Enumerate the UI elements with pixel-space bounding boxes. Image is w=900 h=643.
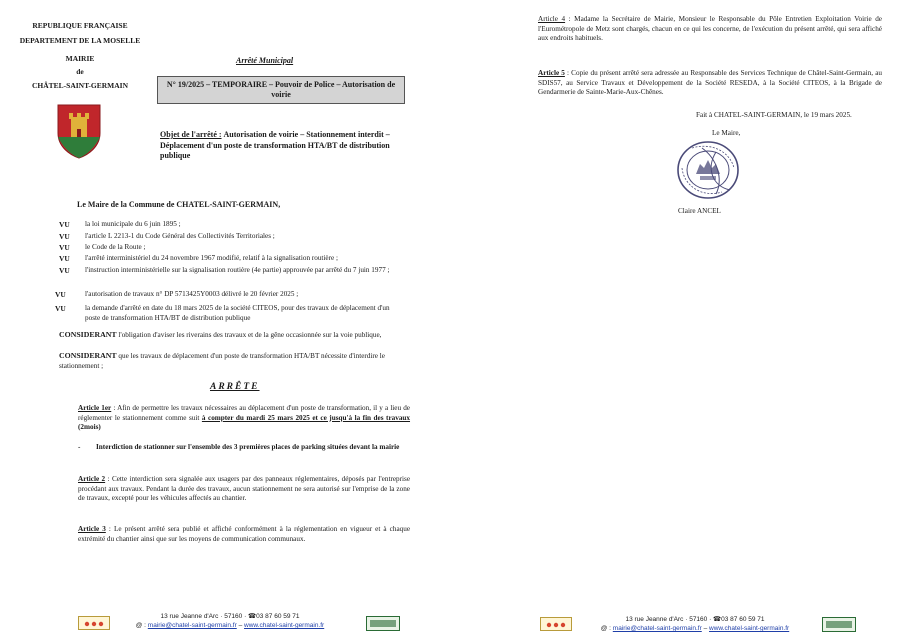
vu-label: VU (59, 254, 70, 263)
considerant-1-text: l'obligation d'aviser les riverains des travaux et de la gêne occasionnée sur la voie publique, (118, 331, 382, 339)
vu-text: l'article L 2213-1 du Code Général des Collectivités Territoriales ; (85, 232, 275, 240)
coat-of-arms-icon (56, 103, 102, 159)
considerant-2-text: que les travaux de déplacement d'un poste de transformation HTA/BT nécessite d'interdire le stationnement ; (59, 352, 385, 370)
vu-text: la loi municipale du 6 juin 1895 ; (85, 220, 181, 228)
mairie-text: MAIRIE (65, 54, 95, 63)
footer-email-link[interactable]: mairie@chatel-saint-germain.fr (612, 625, 702, 632)
le-maire: Le Maire, (712, 129, 741, 137)
article-2-text: : Cette interdiction sera signalée aux usagers par des panneaux réglementaires, déposés par l'entreprise procédant aux travaux. Pendant la durée des travaux, aucun stationnement ne sera autorisé sur l'emprise de la zone de travaux, excepté pour les véhicules affectés au chantier. (78, 475, 411, 502)
right-footer (585, 615, 805, 633)
signatory-name: Claire ANCEL (678, 207, 721, 215)
considerant-1 (59, 330, 409, 341)
footer-contact (120, 621, 340, 630)
objet-text: Autorisation de voirie – Stationnement interdit – Déplacement d'un poste de transformation HTA/BT de distribution publique (160, 130, 390, 160)
footer-contact (585, 624, 805, 633)
bullet-text: Interdiction de stationner sur l'ensemble des 3 premières places de parking situées devant la mairie (96, 443, 400, 451)
footer-sep: – (238, 622, 243, 629)
vu-text: la demande d'arrêté en date du 18 mars 2025 de la société CITEOS, pour des travaux de déplacement d'un poste de transformation HTA/BT de distribution publique (85, 304, 390, 322)
article-5-label: Article 5 (538, 69, 565, 77)
footer-email-link[interactable]: mairie@chatel-saint-germain.fr (147, 622, 237, 629)
vu-text: le Code de la Route ; (85, 243, 146, 251)
article-1-duration: (2mois) (78, 423, 101, 431)
article-1-dates: à compter du mardi 25 mars 2025 et ce jusqu'à la fin des travaux (201, 413, 411, 422)
footer-site-link[interactable]: www.chatel-saint-germain.fr (244, 622, 325, 629)
objet-block (160, 130, 410, 162)
article-4-label: Article 4 (538, 15, 566, 23)
ville-fleurie-logo-icon (78, 616, 110, 630)
vu-label: VU (55, 304, 66, 313)
article-5 (538, 69, 882, 98)
article-2 (78, 475, 410, 504)
ville-fleurie-logo-icon (540, 617, 572, 631)
arrete-title: ARRÊTE (210, 382, 260, 392)
article-1 (78, 404, 410, 433)
vu-label: VU (59, 266, 70, 275)
arrete-heading: Arrêté Municipal (236, 56, 294, 65)
footer-at: @ : (600, 625, 611, 632)
commune-header (15, 21, 145, 91)
considerant-1-label: CONSIDERANT (59, 330, 117, 339)
territoire-logo-icon (366, 616, 400, 631)
footer-address: 13 rue Jeanne d'Arc · 57160 · ☎03 87 60 59 71 (625, 616, 765, 623)
article-3-text: : Le présent arrêté sera publié et affiché conformément à la réglementation en vigueur et à chaque extrémité du chantier ainsi que sur les moyens de communication communaux. (78, 525, 411, 543)
objet-label: Objet de l'arrêté : (160, 130, 222, 139)
footer-address: 13 rue Jeanne d'Arc · 57160 · ☎03 87 60 59 71 (160, 613, 300, 620)
vu-text: l'autorisation de travaux n° DP 5713425Y0003 délivré le 20 février 2025 ; (85, 290, 299, 298)
article-1-label: Article 1er (78, 404, 112, 412)
arrete-number-box (157, 76, 405, 104)
republic-text: REPUBLIQUE FRANÇAISE (32, 21, 128, 30)
bullet-dash: - (78, 443, 81, 451)
footer-at: @ : (135, 622, 146, 629)
territoire-logo-icon (822, 617, 856, 632)
article-4 (538, 15, 882, 44)
vu-label: VU (59, 220, 70, 229)
commune-name: CHÂTEL-SAINT-GERMAIN (32, 81, 128, 90)
left-footer (120, 612, 340, 630)
maire-intro: Le Maire de la Commune de CHATEL-SAINT-GERMAIN, (77, 200, 281, 209)
footer-site-link[interactable]: www.chatel-saint-germain.fr (709, 625, 790, 632)
article-5-text: : Copie du présent arrêté sera adressée au Responsable des Services Technique de Châtel-Saint-Germain, au SDIS57, au Service Travaux et Développement de la Société RESEDA, à la Société CITEOS, à la Brigade de Gendarmerie de Sainte-Marie-Aux-Chênes. (538, 69, 882, 96)
considerant-2 (59, 351, 409, 371)
article-3 (78, 525, 410, 544)
article-4-text: : Madame la Secrétaire de Mairie, Monsieur le Responsable du Pôle Entretien Exploitation Voirie de l'Eurométropole de Metz sont chargés, chacun en ce qui les concerne, de l'exécution du présent arrêté, qui sera affiché aux endroits habituels. (538, 15, 882, 42)
article-3-label: Article 3 (78, 525, 106, 533)
de-text: de (76, 67, 84, 76)
considerant-2-label: CONSIDERANT (59, 351, 117, 360)
vu-label: VU (55, 290, 66, 299)
vu-text: l'instruction interministérielle sur la signalisation routière (4e partie) approuvée par arrêté du 7 juin 1977 ; (85, 266, 390, 274)
right-page (450, 0, 900, 643)
vu-label: VU (59, 243, 70, 252)
mairie-stamp-icon (672, 138, 744, 202)
fait-a: Fait à CHATEL-SAINT-GERMAIN, le 19 mars 2025. (696, 111, 852, 119)
article-1-text: : Afin de permettre les travaux nécessaires au déplacement d'un poste de transformation, il y a lieu de réglementer le stationnement comme suit (78, 404, 410, 422)
footer-sep: – (703, 625, 708, 632)
vu-text: l'arrêté interministériel du 24 novembre 1967 modifié, relatif à la signalisation routière ; (85, 254, 338, 262)
arrete-number: N° 19/2025 – TEMPORAIRE – Pouvoir de Police – Autorisation de voirie (166, 80, 396, 99)
department-text: DEPARTEMENT DE LA MOSELLE (19, 36, 141, 45)
article-2-label: Article 2 (78, 475, 106, 483)
vu-label: VU (59, 232, 70, 241)
